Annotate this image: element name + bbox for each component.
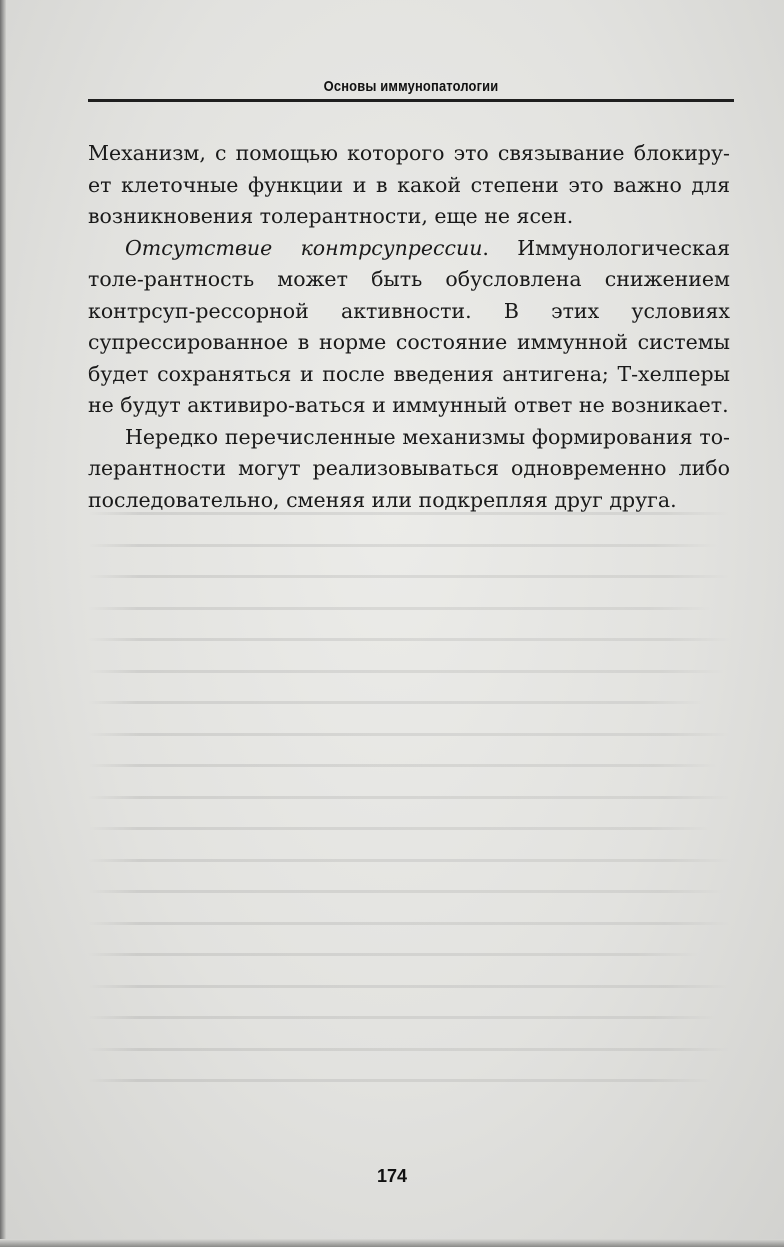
paragraph-2-text: . Иммунологическая толе-рантность может быть обусловлена снижением контрсуп-рессорной активности. В этих условиях супрессированное в норме состояние иммунной системы будет сохраняться и после введения антигена; Т-хелперы не будут активиро-ваться и иммунный ответ не возникает. [88, 235, 730, 417]
page-number: 174 [376, 1166, 408, 1186]
paragraph-3 [88, 422, 730, 517]
paragraph-1-text: Механизм, с помощью которого это связывание блокиру-ет клеточные функции и в какой степени это важно для возникновения толерантности, еще не ясен. [88, 141, 730, 228]
paragraph-2 [88, 233, 730, 422]
paragraph-1 [88, 138, 730, 233]
paragraph-2-lead: Отсутствие контрсупрессии [125, 235, 483, 260]
paragraph-3-text: Нередко перечисленные механизмы формирования то-лерантности могут реализовываться одновременно либо последовательно, сменяя или подкрепляя друг друга. [88, 424, 730, 512]
header-rule [88, 99, 734, 102]
running-title: Основы иммунопатологии [323, 78, 499, 95]
page-bottom-shadow [0, 1239, 784, 1247]
running-header [88, 76, 734, 104]
bleed-through-text [88, 512, 730, 1111]
page-binding-shadow [0, 0, 6, 1247]
body-text [88, 138, 730, 516]
